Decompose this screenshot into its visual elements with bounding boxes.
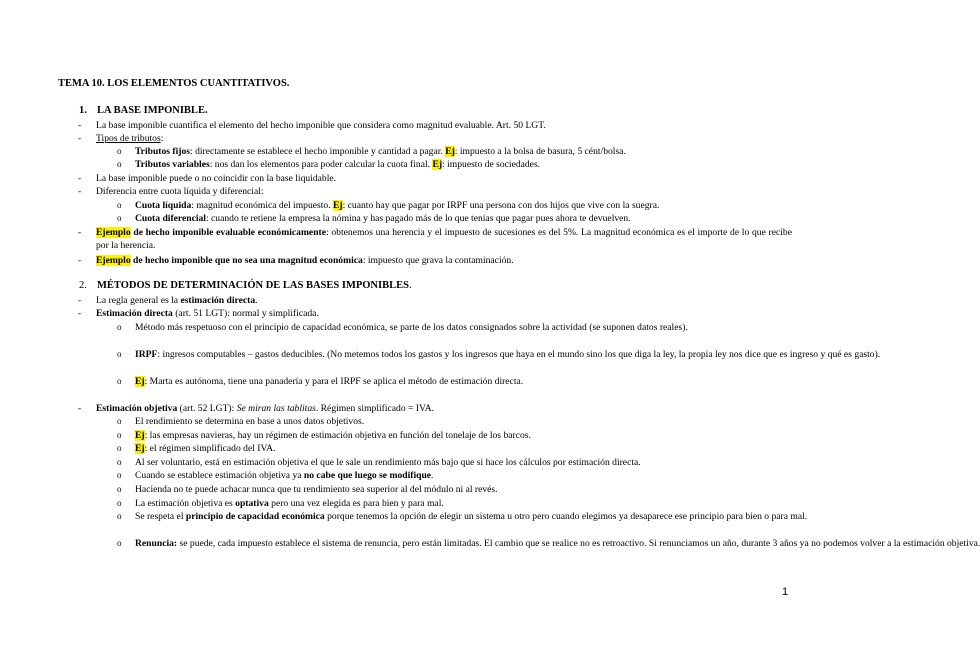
bold-term: Tributos variables [135,159,210,170]
bold-term: estimación directa [180,295,256,306]
text: . Régimen simplificado = IVA. [315,403,435,414]
dash-bullet: - [78,295,82,306]
dash-bullet: - [78,186,82,197]
bold-term: Estimación objetiva [96,403,178,414]
dash-bullet: - [78,255,82,266]
section-number: 1. [79,105,87,116]
sub-item-text: Hacienda no te puede achacar nunca que tu rendimiento sea superior al del módulo ni al revés. [135,484,498,495]
highlight [432,159,442,170]
text: (art. 52 LGT): [177,403,237,414]
sub-item-text [135,375,523,388]
dash-bullet: - [78,133,82,144]
bold-term: optativa [235,498,269,509]
text: La regla general es la [96,295,181,306]
text: : ingresos computables – gastos deducibles. (No metemos todos los gastos y los ingresos que haya en el mundo sino los que diga la ley, la propia ley nos dice que es ingreso y qué es gasto). [157,349,881,360]
circle-bullet: o [117,146,122,156]
text: : impuesto de sociedades. [442,159,541,170]
paragraph: La base imponible cuantifica el elemento del hecho imponible que considera como magnitud evaluable. Art. 50 LGT. [96,120,546,131]
dash-bullet: - [78,308,82,319]
bold-term: de hecho imponible que no sea una magnitud económica [130,255,363,266]
paragraph: Diferencia entre cuota líquida y diferencial: [96,186,264,197]
example-tag: Ej [445,146,455,157]
text: : Marta es autónoma, tiene una panadería y para el IRPF se aplica el método de estimación directa. [144,376,524,387]
sub-item-text [135,497,444,510]
bold-term: Renuncia: [135,538,178,549]
colon: : [160,133,164,144]
circle-bullet: o [117,457,122,467]
sub-item-text: Al ser voluntario, está en estimación objetiva el que le sale un rendimiento más bajo que si hace los cálculos por estimación directa. [135,457,641,468]
circle-bullet: o [117,538,122,548]
period: . [408,280,412,291]
sub-item-text [135,199,659,212]
example-tag: Ejemplo [96,227,131,238]
circle-bullet: o [117,498,122,508]
text: Se respeta el [135,511,186,522]
circle-bullet: o [117,430,122,440]
example-tag: Ej [135,443,145,454]
sub-item-text: Método más respetuoso con el principio de capacidad económica, se parte de los datos consignados sobre la actividad (se suponen datos reales). [135,322,688,333]
circle-bullet: o [117,443,122,453]
bold-term: Cuota líquida [135,200,192,211]
paragraph: La base imponible puede o no coincidir con la base liquidable. [96,173,337,184]
sub-item-text [135,429,531,442]
sub-item-text [135,348,881,361]
sub-item-text [135,537,980,550]
highlight [96,255,131,266]
text: : directamente se establece el hecho imponible y cantidad a pagar. [190,146,443,157]
example-tag: Ejemplo [96,255,131,266]
section-1-heading [79,105,208,116]
circle-bullet: o [117,200,122,210]
bold-term: Tributos fijos [135,146,190,157]
circle-bullet: o [117,511,122,521]
text: Cuando se establece estimación objetiva ya [135,470,304,481]
text: pero una vez elegida es para bien y para mal. [268,498,444,509]
circle-bullet: o [117,322,122,332]
highlight [96,227,131,238]
bold-term: no cabe que luego se modifique [303,470,432,481]
sub-item-text [135,442,276,455]
highlight [333,200,343,211]
text: : las empresas navieras, hay un régimen de estimación objetiva en función del tonelaje de los barcos. [144,430,531,441]
dash-bullet: - [78,227,82,238]
sub-item-text: El rendimiento se determina en base a unos datos objetivos. [135,416,365,427]
circle-bullet: o [117,213,122,223]
section-title: LA BASE IMPONIBLE. [97,105,208,116]
text: : nos dan los elementos para poder calcular la cuota final. [209,159,431,170]
paragraph [96,254,792,267]
paragraph [96,132,792,145]
bold-term: principio de capacidad económica [185,511,325,522]
dash-bullet: - [78,403,82,414]
section-number: 2. [79,280,87,291]
text: : cuanto hay que pagar por IRPF una persona con dos hijos que vive con la suegra. [342,200,660,211]
paragraph [96,307,792,320]
sub-item-text [135,510,808,523]
bold-term: Estimación directa [96,308,173,319]
text: : magnitud económica del impuesto. [191,200,331,211]
text: (art. 51 LGT): normal y simplificada. [172,308,319,319]
sub-item-text [135,212,631,225]
section-title: MÉTODOS DE DETERMINACIÓN DE LAS BASES IMPONIBLES [97,280,409,291]
highlight [135,430,145,441]
example-tag: Ej [432,159,443,170]
paragraph [96,294,792,307]
highlight [135,443,145,454]
circle-bullet: o [117,484,122,494]
section-2-heading [79,280,412,291]
sub-item-text [135,145,626,158]
text: : cuando te retiene la empresa la nómina y has pagado más de lo que tenías que pagar pues ahora te devuelven. [205,213,631,224]
sub-item-text [135,158,540,171]
paragraph [96,402,792,415]
highlight [135,376,145,387]
sub-item-text [135,469,433,482]
example-tag: Ej [135,376,145,387]
text: . [255,295,258,306]
text: : el régimen simplificado del IVA. [144,443,276,454]
highlight [445,146,455,157]
circle-bullet: o [117,349,122,359]
circle-bullet: o [117,376,122,386]
example-tag: Ej [135,430,145,441]
paragraph [96,226,792,252]
italic-text: Se miran las tablitas [236,403,316,414]
text: : impuesto que grava la contaminación. [362,255,514,266]
underlined-label: Tipos de tributos [96,133,161,144]
dash-bullet: - [78,120,82,131]
circle-bullet: o [117,159,122,169]
text: porque tenemos la opción de elegir un sistema u otro pero cuando elegimos ya desaparece ese principio para bien o para mal. [324,511,808,522]
page-number: 1 [782,586,789,598]
bold-term: de hecho imponible evaluable económicamente [130,227,326,238]
dash-bullet: - [78,173,82,184]
text: se puede, cada impuesto establece el sistema de renuncia, pero están limitadas. El cambio que se realice no es retroactivo. Si renunciamos un año, durante 3 años ya no podemos volver a la estimación objetiva. [177,538,980,549]
circle-bullet: o [117,416,122,426]
text: La estimación objetiva es [135,498,236,509]
text: : obtenemos una herencia y el impuesto de sucesiones es del 5%. La magnitud económica es el importe de lo que recibe por la herencia. [96,227,792,251]
text: . [431,470,434,481]
page-title: TEMA 10. LOS ELEMENTOS CUANTITATIVOS. [58,78,290,89]
bold-term: IRPF [135,349,158,360]
bold-term: Cuota diferencial [135,213,206,224]
circle-bullet: o [117,470,122,480]
text: : impuesto a la bolsa de basura, 5 cént/bolsa. [454,146,626,157]
example-tag: Ej [333,200,343,211]
